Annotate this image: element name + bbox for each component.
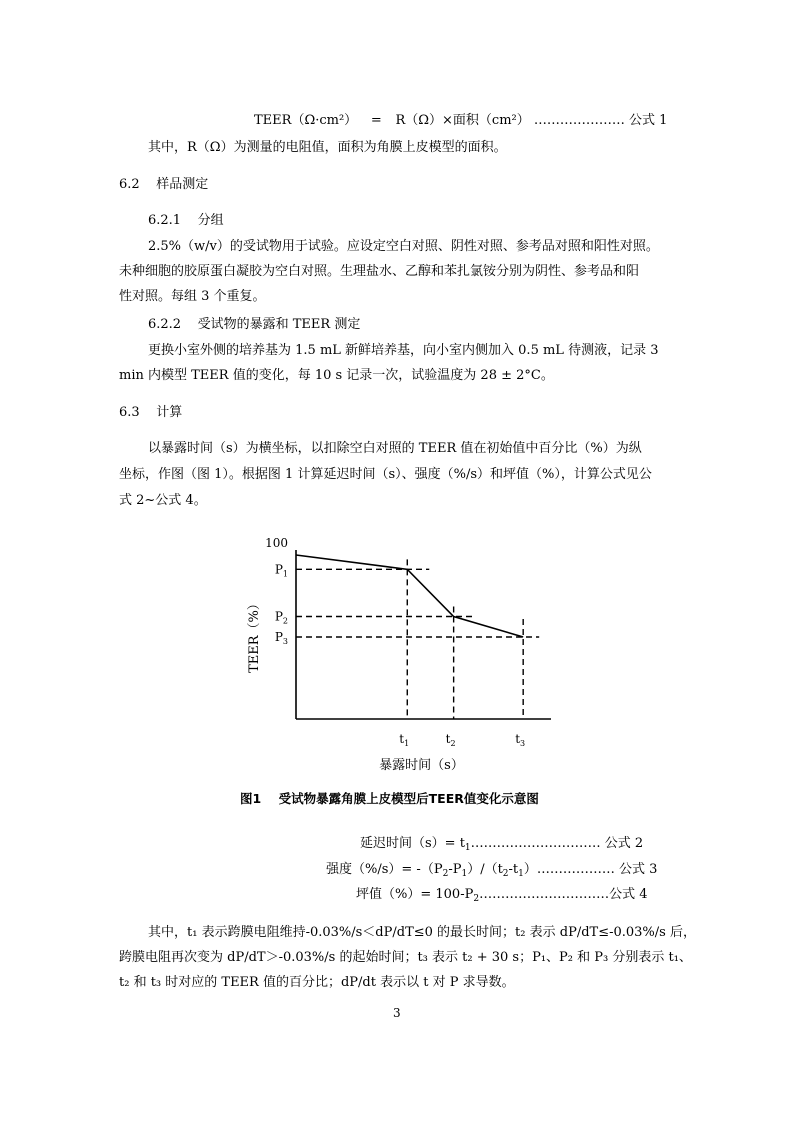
section-6-2-2-heading <box>148 316 360 334</box>
x-axis-label: 暴露时间（s） <box>379 758 464 773</box>
formula-2-text: 延迟时间（s）= t <box>360 836 465 851</box>
section-6-2-2-title: 受试物的暴露和 TEER 测定 <box>197 317 361 332</box>
formula-1-dots: ………………… <box>533 113 625 128</box>
section-6-2-title: 样品测定 <box>156 177 209 192</box>
y-tick-label-p3: $P_3$ <box>274 630 288 646</box>
page-number: 3 <box>393 1006 401 1020</box>
formula-3-part-a: 强度（%/s）= -（P <box>326 862 443 877</box>
section-6-3-heading <box>119 404 182 422</box>
figure-1-label: 图1 <box>240 791 262 806</box>
section-6-2-1-title: 分组 <box>197 213 224 228</box>
paragraph-where-line-1: 其中，t₁ 表示跨膜电阻维持-0.03%/s＜dP/dT≤0 的最长时间；t₂ 表示 dP/dT≤-0.03%/s 后， <box>148 925 696 940</box>
figure-1-caption <box>240 790 539 808</box>
teer-chart <box>0 530 793 790</box>
formula-3 <box>326 861 657 879</box>
figure-1-title: 受试物暴露角膜上皮模型后TEER值变化示意图 <box>278 791 539 806</box>
paragraph-grouping-line-3: 性对照。每组 3 个重复。 <box>119 289 266 304</box>
x-tick-label-t3: $t_3$ <box>515 732 526 748</box>
formula-1-label: 公式 1 <box>629 113 668 128</box>
formula-1-equals: = <box>370 113 382 128</box>
x-tick-label-t2: $t_2$ <box>445 732 456 748</box>
paragraph-calc-line-3: 式 2~公式 4。 <box>119 493 207 508</box>
formula-1-right: R（Ω）×面积（cm²） <box>395 113 530 128</box>
y-tick-label-p1: $P_1$ <box>274 562 288 579</box>
formula-2-label: 公式 2 <box>604 836 644 851</box>
section-6-2-2-number: 6.2.2 <box>148 317 182 332</box>
paragraph-calc-line-1: 以暴露时间（s）为横坐标，以扣除空白对照的 TEER 值在初始值中百分比（%）为纵 <box>148 441 642 456</box>
formula-4-sub: 2 <box>473 894 480 904</box>
formula-1-left: TEER（Ω·cm²） <box>254 113 358 128</box>
paragraph-where-line-3: t₂ 和 t₃ 时对应的 TEER 值的百分比；dP/dt 表示以 t 对 P 求导数。 <box>119 975 515 990</box>
section-6-2-number: 6.2 <box>119 177 140 192</box>
paragraph-where-line-2: 跨膜电阻再次变为 dP/dT＞-0.03%/s 的起始时间；t₃ 表示 t₂ + 30 s；P₁、P₂ 和 P₃ 分别表示 t₁、 <box>119 950 692 965</box>
y-tick-label-p2: $P_2$ <box>274 609 288 626</box>
formula-4-label: 公式 4 <box>609 887 648 902</box>
y-tick-label-100: 100 <box>265 536 288 550</box>
formula-2-sub: 1 <box>464 843 471 853</box>
formula-4-text: 坪值（%）= 100-P <box>356 887 474 902</box>
formula-3-sub-b: 1 <box>461 869 468 879</box>
formula-3-dots: ……………… <box>536 862 615 877</box>
formula-3-part-c: ）/（t <box>467 862 503 877</box>
section-6-2-heading <box>119 176 208 194</box>
formula-3-sub-d: 1 <box>518 869 524 879</box>
y-axis-label: TEER（%） <box>247 597 262 673</box>
formula-3-part-b: -P <box>448 862 462 877</box>
paragraph-grouping-line-1: 2.5%（w/v）的受试物用于试验。应设定空白对照、阴性对照、参考品对照和阳性对照。 <box>148 239 659 254</box>
formula-3-part-d: -t <box>508 862 519 877</box>
paragraph-exposure-line-1: 更换小室外侧的培养基为 1.5 mL 新鲜培养基，向小室内侧加入 0.5 mL 待测液，记录 3 <box>148 343 659 358</box>
section-6-2-1-heading <box>148 212 224 230</box>
formula-3-part-e: ） <box>523 862 537 877</box>
formula-4 <box>356 886 647 904</box>
formula-2 <box>360 835 643 853</box>
paragraph-exposure-line-2: min 内模型 TEER 值的变化，每 10 s 记录一次，试验温度为 28 ± 2°C。 <box>119 368 554 383</box>
x-tick-label-t1: $t_1$ <box>399 732 410 748</box>
formula-3-sub-c: 2 <box>502 869 509 879</box>
paragraph-calc-line-2: 坐标，作图（图 1）。根据图 1 计算延迟时间（s）、强度（%/s）和坪值（%），计算公式见公 <box>119 467 652 482</box>
formula-1 <box>254 112 667 130</box>
formula-3-label: 公式 3 <box>619 862 658 877</box>
section-6-3-title: 计算 <box>156 405 183 420</box>
paragraph-grouping-line-2: 未种细胞的胶原蛋白凝胶为空白对照。生理盐水、乙醇和苯扎氯铵分别为阴性、参考品和阳 <box>119 264 640 279</box>
formula-1-note: 其中，R（Ω）为测量的电阻值，面积为角膜上皮模型的面积。 <box>148 140 507 155</box>
section-6-3-number: 6.3 <box>119 405 140 420</box>
formula-2-dots: ………………………… <box>470 836 601 851</box>
section-6-2-1-number: 6.2.1 <box>148 213 182 228</box>
formula-3-sub-a: 2 <box>442 869 449 879</box>
series-line-teer <box>296 555 523 637</box>
formula-4-dots: ………………………… <box>479 887 610 902</box>
